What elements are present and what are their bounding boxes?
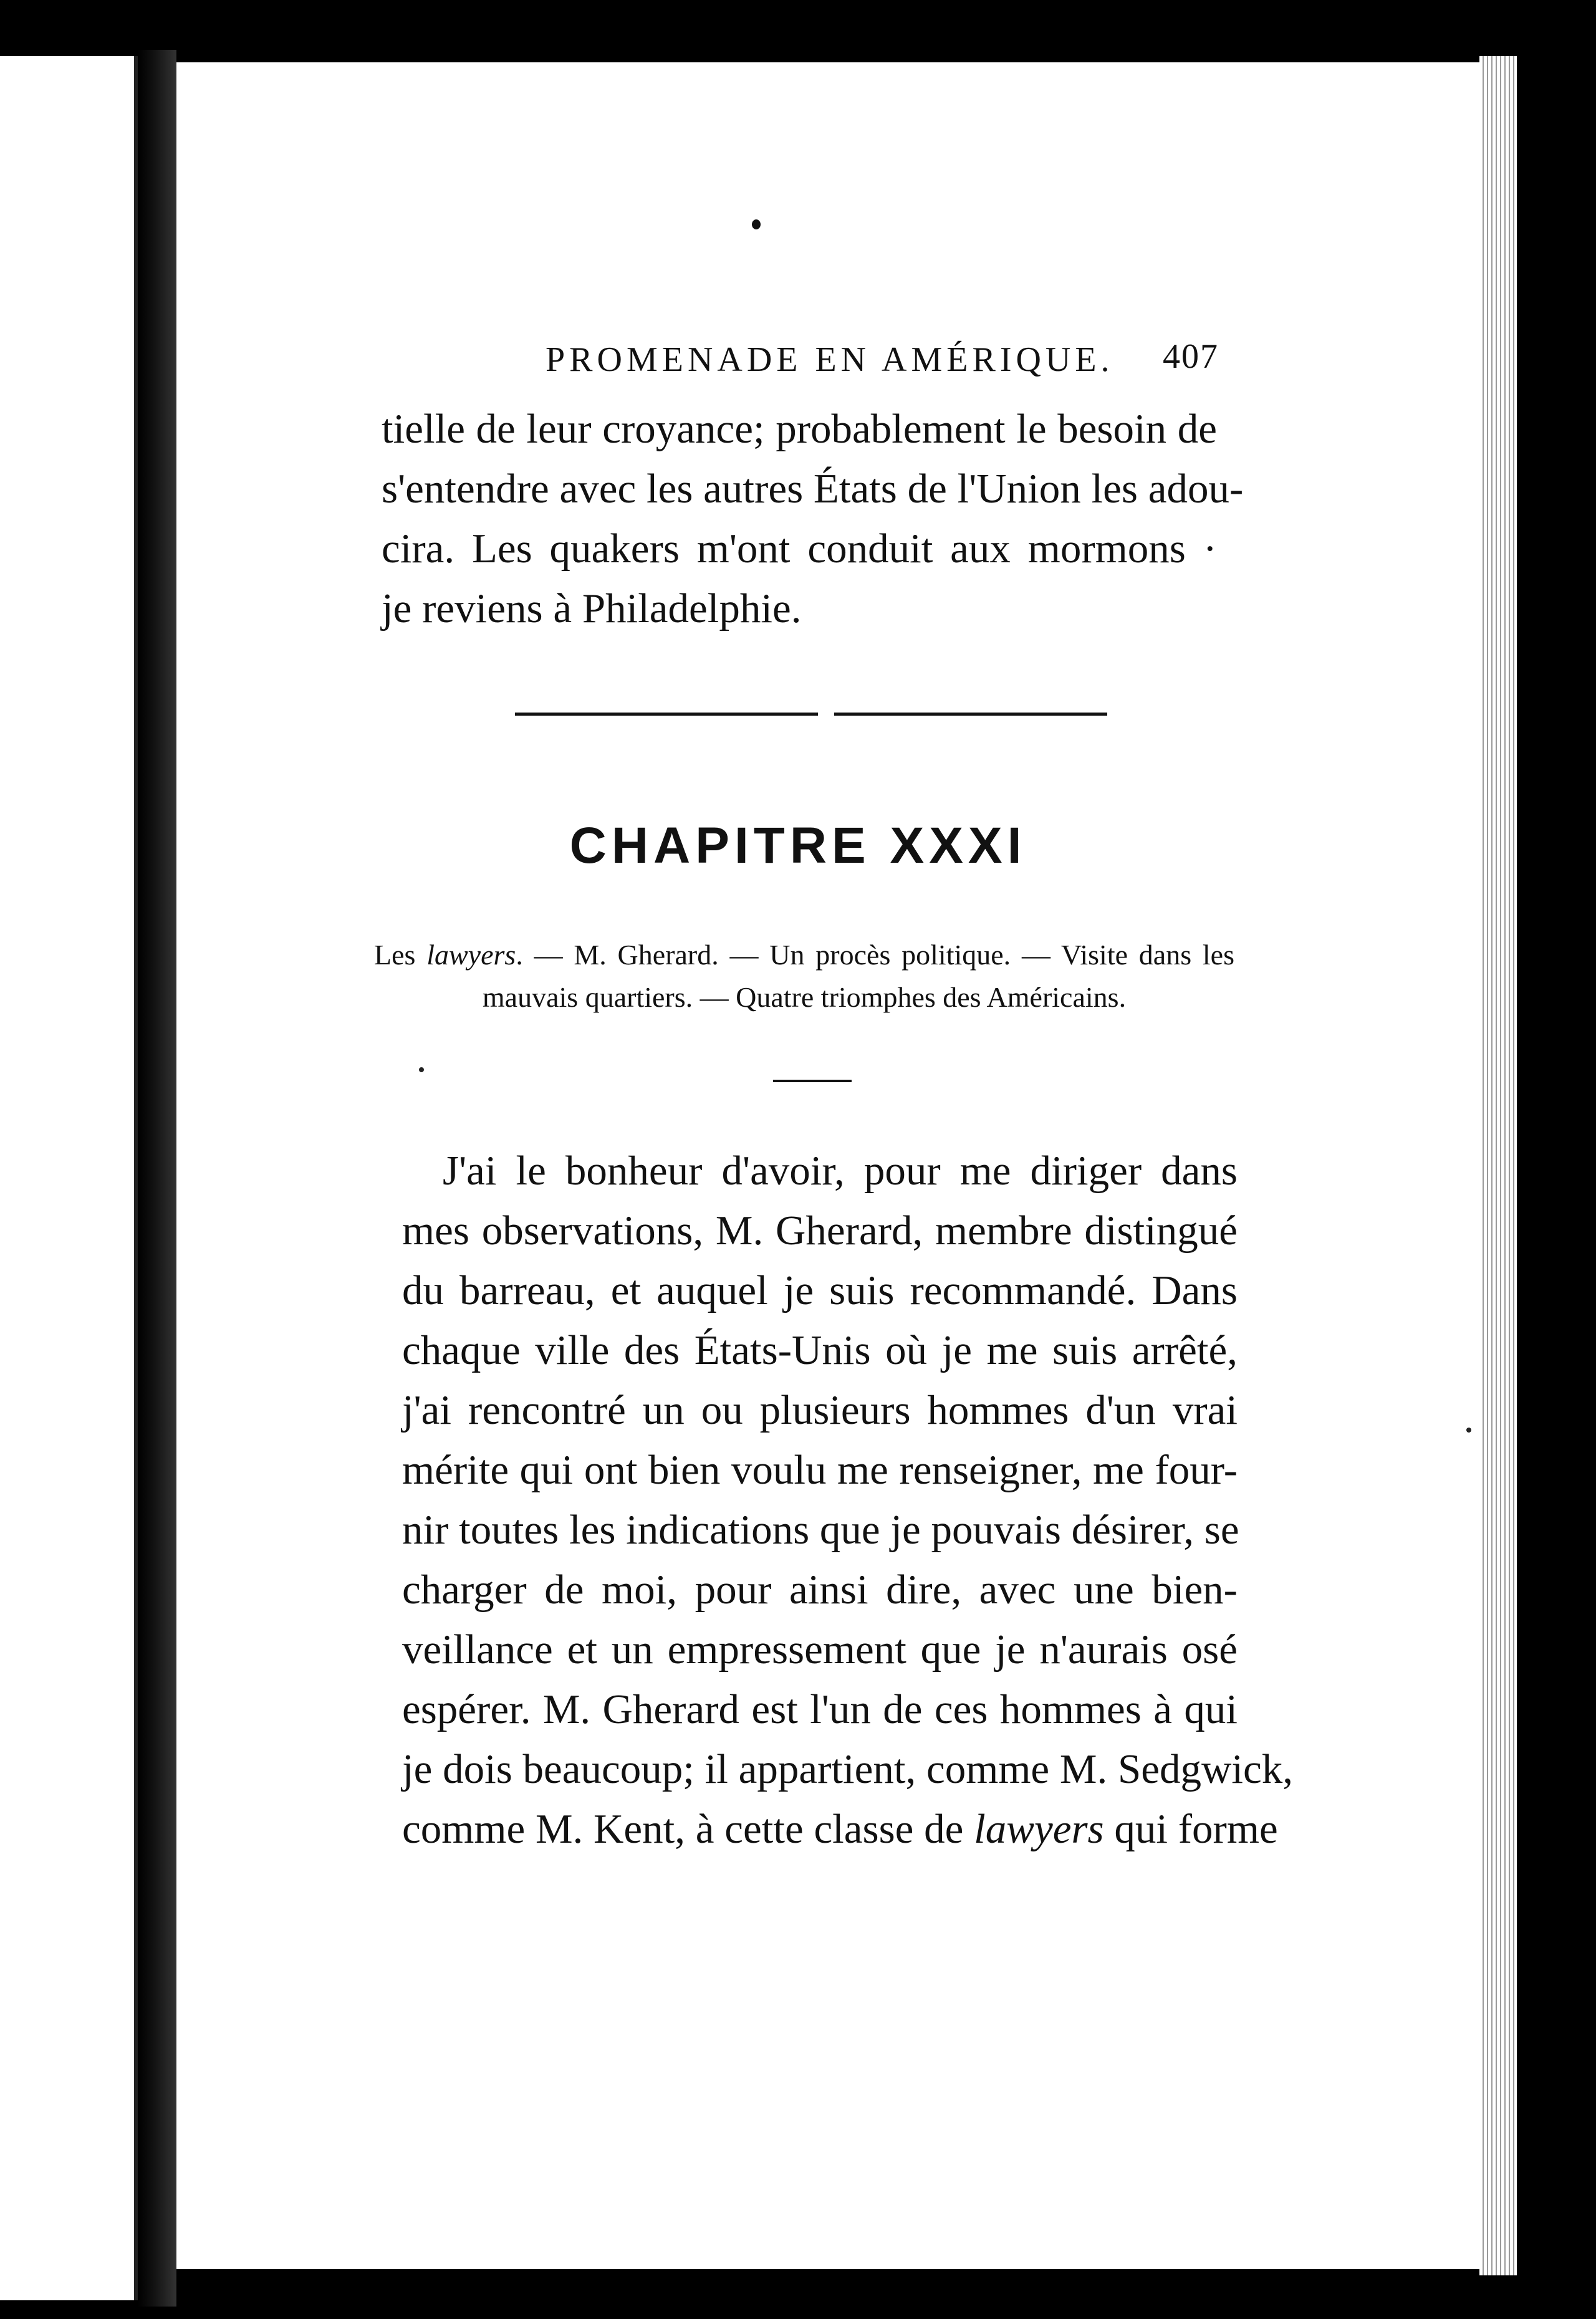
short-divider-rule bbox=[773, 1080, 852, 1082]
text-line: chaque ville des États-Unis où je me suis arrêté, bbox=[402, 1327, 1238, 1373]
text-line: charger de moi, pour ainsi dire, avec une bien- bbox=[402, 1567, 1238, 1613]
page-number: 407 bbox=[1163, 337, 1219, 376]
text-line: je dois beaucoup; il appartient, comme M. Sedgwick, bbox=[402, 1746, 1293, 1792]
chapter-summary bbox=[374, 934, 1234, 1019]
running-head: PROMENADE EN AMÉRIQUE. bbox=[546, 340, 1114, 379]
body-paragraph bbox=[402, 1141, 1293, 1859]
text-line: du barreau, et auquel je suis recommandé. Dans bbox=[402, 1267, 1238, 1313]
summary-text: . — M. Gherard. — Un procès politique. — Visite dans les bbox=[516, 939, 1234, 971]
text-line: espérer. M. Gherard est l'un de ces hommes à qui bbox=[402, 1686, 1238, 1732]
text-line: mes observations, M. Gherard, membre distingué bbox=[402, 1208, 1238, 1254]
text-fragment: qui forme bbox=[1103, 1806, 1278, 1852]
italic-word: lawyers bbox=[974, 1806, 1104, 1852]
text-line: j'ai rencontré un ou plusieurs hommes d'un vrai bbox=[402, 1387, 1238, 1433]
ink-speck bbox=[419, 1067, 424, 1072]
text-line bbox=[402, 1799, 1278, 1859]
previous-page-edge bbox=[0, 56, 138, 2300]
section-divider-rule bbox=[515, 713, 1107, 716]
text-line: mérite qui ont bien voulu me renseigner, me four- bbox=[402, 1447, 1238, 1493]
text-line: J'ai le bonheur d'avoir, pour me diriger dans bbox=[443, 1148, 1238, 1194]
text-line: nir toutes les indications que je pouvais désirer, se bbox=[402, 1507, 1239, 1553]
page-edges bbox=[1479, 56, 1517, 2275]
text-fragment: comme M. Kent, à cette classe de bbox=[402, 1806, 974, 1852]
summary-text: Les bbox=[374, 939, 427, 971]
text-line: s'entendre avec les autres États de l'Union les adou- bbox=[382, 466, 1244, 512]
summary-line bbox=[374, 934, 1234, 976]
text-line: cira. Les quakers m'ont conduit aux mormons · bbox=[382, 526, 1217, 572]
continuation-paragraph bbox=[382, 399, 1244, 638]
ink-speck bbox=[1466, 1428, 1471, 1433]
summary-line: mauvais quartiers. — Quatre triomphes des Américains. bbox=[482, 981, 1127, 1013]
ink-speck bbox=[752, 219, 761, 229]
text-line: veillance et un empressement que je n'aurais osé bbox=[402, 1626, 1238, 1673]
summary-italic: lawyers bbox=[426, 939, 516, 971]
text-line: tielle de leur croyance; probablement le besoin de bbox=[382, 406, 1217, 452]
text-line: je reviens à Philadelphie. bbox=[382, 585, 802, 631]
chapter-title: CHAPITRE XXXI bbox=[569, 817, 1027, 874]
book-gutter bbox=[138, 50, 176, 2307]
